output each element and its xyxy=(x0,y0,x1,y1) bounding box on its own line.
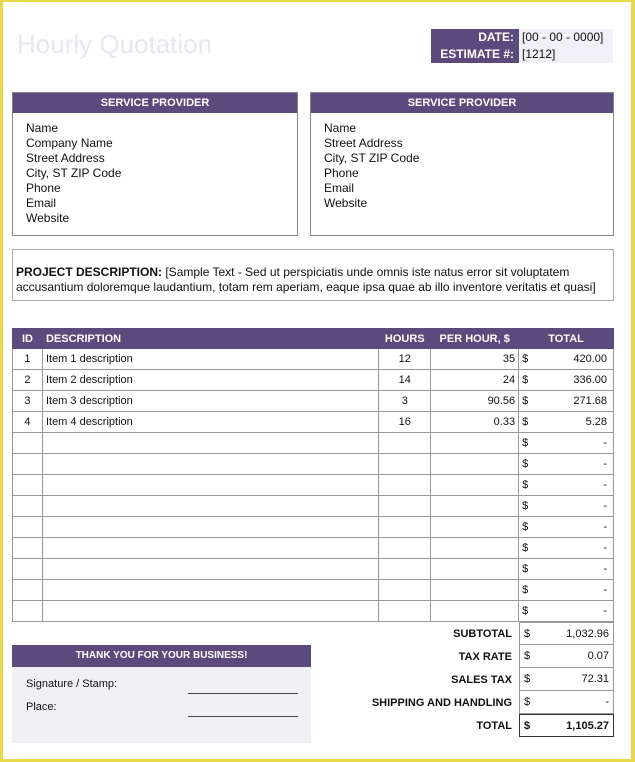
item-total xyxy=(519,391,614,412)
item-total-wrap xyxy=(522,521,610,533)
subtotal-value xyxy=(519,622,614,645)
currency-symbol: $ xyxy=(522,374,529,386)
item-rate[interactable] xyxy=(431,580,519,601)
item-id[interactable] xyxy=(13,517,43,538)
provider-line: Website xyxy=(26,211,70,225)
item-total-wrap xyxy=(522,479,610,491)
shipping-handling-row xyxy=(363,691,614,714)
item-rate[interactable] xyxy=(431,517,519,538)
item-total xyxy=(519,580,614,601)
sales-tax-amount: 72.31 xyxy=(581,673,609,685)
tax-rate-value[interactable] xyxy=(519,645,614,668)
currency-symbol: $ xyxy=(522,353,529,365)
table-row[interactable] xyxy=(13,496,614,517)
item-total-value: - xyxy=(603,458,607,470)
service-provider-left-details[interactable] xyxy=(13,113,297,226)
currency-symbol: $ xyxy=(522,500,529,512)
item-id[interactable] xyxy=(13,496,43,517)
currency-symbol: $ xyxy=(522,479,529,491)
items-table xyxy=(12,328,614,622)
item-total-value: - xyxy=(603,500,607,512)
table-row[interactable] xyxy=(13,580,614,601)
item-rate[interactable]: 35 xyxy=(431,349,519,370)
item-rate[interactable] xyxy=(431,454,519,475)
currency-symbol: $ xyxy=(524,627,531,640)
currency-symbol: $ xyxy=(522,584,529,596)
item-id[interactable] xyxy=(13,454,43,475)
item-total-value: - xyxy=(603,605,607,617)
item-total-wrap xyxy=(522,437,610,449)
table-row[interactable] xyxy=(13,475,614,496)
signature-label: Signature / Stamp: xyxy=(26,678,118,690)
date-label: DATE: xyxy=(431,29,519,46)
table-row[interactable] xyxy=(13,391,614,412)
item-total xyxy=(519,496,614,517)
item-hours[interactable] xyxy=(379,559,431,580)
item-description[interactable]: Item 2 description xyxy=(42,370,378,391)
item-hours[interactable]: 14 xyxy=(379,370,431,391)
item-total-value: - xyxy=(603,563,607,575)
service-provider-left xyxy=(12,92,298,236)
item-total-value: 420.00 xyxy=(573,353,607,365)
item-id[interactable] xyxy=(13,538,43,559)
item-hours[interactable] xyxy=(379,496,431,517)
thank-you-block xyxy=(12,645,311,743)
item-total-wrap xyxy=(522,500,610,512)
col-per-hour-header: PER HOUR, $ xyxy=(431,329,519,349)
item-description[interactable] xyxy=(42,559,378,580)
item-total-value: - xyxy=(603,584,607,596)
item-total-wrap xyxy=(522,563,610,575)
total-row xyxy=(363,714,614,737)
thank-you-heading: THANK YOU FOR YOUR BUSINESS! xyxy=(12,645,311,667)
item-description[interactable] xyxy=(42,517,378,538)
quotation-page xyxy=(3,2,631,759)
shipping-handling-label: SHIPPING AND HANDLING xyxy=(371,696,512,709)
item-total xyxy=(519,538,614,559)
currency-symbol: $ xyxy=(524,696,531,708)
shipping-handling-amount: - xyxy=(605,696,609,708)
item-hours[interactable]: 16 xyxy=(379,412,431,433)
item-description[interactable] xyxy=(42,538,378,559)
item-total xyxy=(519,412,614,433)
item-total-value: 5.28 xyxy=(585,416,607,428)
item-id[interactable]: 2 xyxy=(13,370,43,391)
total-value xyxy=(519,714,614,737)
col-id-header: ID xyxy=(13,329,43,349)
item-hours[interactable]: 12 xyxy=(379,349,431,370)
currency-symbol: $ xyxy=(522,563,529,575)
item-rate[interactable] xyxy=(431,601,519,622)
item-hours[interactable] xyxy=(379,433,431,454)
date-row xyxy=(431,29,613,46)
item-total-wrap xyxy=(522,542,610,554)
currency-symbol: $ xyxy=(524,719,531,732)
item-total-value: - xyxy=(603,437,607,449)
item-description[interactable] xyxy=(42,601,378,622)
service-provider-left-heading: SERVICE PROVIDER xyxy=(13,93,297,113)
item-total xyxy=(519,349,614,370)
item-hours[interactable] xyxy=(379,538,431,559)
item-id[interactable]: 4 xyxy=(13,412,43,433)
provider-line: Street Address xyxy=(26,151,105,165)
summary-block xyxy=(363,622,614,737)
currency-symbol: $ xyxy=(524,650,531,662)
signature-line[interactable] xyxy=(188,693,298,694)
page-title: Hourly Quotation xyxy=(17,29,213,59)
project-description-text: [Sample Text - Sed ut perspiciatis unde omnis iste natus error sit voluptatem accusantium doloremque laudantium, totam rem aperiam, eaque ipsa quae ab illo inventore veritatis et quasi] xyxy=(16,265,596,294)
item-hours[interactable]: 3 xyxy=(379,391,431,412)
table-row[interactable] xyxy=(13,538,614,559)
subtotal-row xyxy=(363,622,614,645)
col-total-header: TOTAL xyxy=(519,329,614,349)
provider-line: Email xyxy=(324,181,355,195)
item-rate[interactable] xyxy=(431,559,519,580)
meta-block xyxy=(431,29,613,63)
item-description[interactable]: Item 4 description xyxy=(42,412,378,433)
item-rate[interactable] xyxy=(431,475,519,496)
estimate-label: ESTIMATE #: xyxy=(431,46,519,63)
item-total xyxy=(519,559,614,580)
provider-line: Website xyxy=(324,196,368,210)
item-total xyxy=(519,433,614,454)
place-row xyxy=(12,695,311,718)
item-hours[interactable] xyxy=(379,601,431,622)
item-total-value: - xyxy=(603,542,607,554)
table-row[interactable] xyxy=(13,601,614,622)
signature-row xyxy=(12,672,311,695)
table-row[interactable] xyxy=(13,349,614,370)
shipping-handling-value[interactable] xyxy=(519,691,614,714)
item-rate[interactable] xyxy=(431,496,519,517)
item-rate[interactable]: 24 xyxy=(431,370,519,391)
provider-line: Street Address xyxy=(324,136,403,150)
item-rate[interactable] xyxy=(431,433,519,454)
item-total-wrap xyxy=(522,584,610,596)
item-total xyxy=(519,517,614,538)
date-value[interactable]: [00 - 00 - 0000] xyxy=(519,29,613,46)
project-description[interactable] xyxy=(12,249,614,301)
currency-symbol: $ xyxy=(522,458,529,470)
currency-symbol: $ xyxy=(524,673,531,685)
col-hours-header: HOURS xyxy=(379,329,431,349)
table-row[interactable] xyxy=(13,412,614,433)
item-hours[interactable] xyxy=(379,454,431,475)
currency-symbol: $ xyxy=(522,542,529,554)
item-total-value: - xyxy=(603,479,607,491)
item-total-value: - xyxy=(603,521,607,533)
table-row[interactable] xyxy=(13,370,614,391)
item-id[interactable] xyxy=(13,601,43,622)
tax-rate-amount: 0.07 xyxy=(587,650,609,662)
sales-tax-value xyxy=(519,668,614,691)
place-label: Place: xyxy=(26,701,57,713)
item-total-value: 271.68 xyxy=(573,395,607,407)
provider-line: Name xyxy=(26,121,59,135)
item-total xyxy=(519,454,614,475)
item-description[interactable] xyxy=(42,496,378,517)
currency-symbol: $ xyxy=(522,395,529,407)
item-description[interactable]: Item 3 description xyxy=(42,391,378,412)
currency-symbol: $ xyxy=(522,521,529,533)
item-rate[interactable]: 0.33 xyxy=(431,412,519,433)
item-hours[interactable] xyxy=(379,475,431,496)
place-line[interactable] xyxy=(188,716,298,717)
col-description-header: DESCRIPTION xyxy=(42,329,378,349)
item-description[interactable] xyxy=(42,433,378,454)
item-total xyxy=(519,370,614,391)
item-hours[interactable] xyxy=(379,517,431,538)
currency-symbol: $ xyxy=(522,605,529,617)
item-total-wrap xyxy=(522,416,610,428)
total-label: TOTAL xyxy=(476,719,512,732)
project-description-label: PROJECT DESCRIPTION: xyxy=(16,265,163,279)
table-row[interactable] xyxy=(13,454,614,475)
item-id[interactable] xyxy=(13,559,43,580)
estimate-row xyxy=(431,46,613,63)
provider-line: City, ST ZIP Code xyxy=(26,166,122,180)
provider-line: Email xyxy=(26,196,57,210)
item-id[interactable]: 3 xyxy=(13,391,43,412)
item-total-wrap xyxy=(522,458,610,470)
item-id[interactable] xyxy=(13,433,43,454)
item-rate[interactable]: 90.56 xyxy=(431,391,519,412)
item-total-wrap xyxy=(522,395,610,407)
service-provider-right-heading: SERVICE PROVIDER xyxy=(311,93,613,113)
provider-line: Company Name xyxy=(26,136,113,150)
service-provider-right-details[interactable] xyxy=(311,113,613,211)
tax-rate-label: TAX RATE xyxy=(458,650,512,663)
subtotal-amount: 1,032.96 xyxy=(566,627,609,640)
item-rate[interactable] xyxy=(431,538,519,559)
table-row[interactable] xyxy=(13,559,614,580)
table-row[interactable] xyxy=(13,517,614,538)
sales-tax-row xyxy=(363,668,614,691)
service-provider-right xyxy=(310,92,614,236)
item-total-value: 336.00 xyxy=(573,374,607,386)
item-total xyxy=(519,601,614,622)
item-description[interactable] xyxy=(42,475,378,496)
item-id[interactable]: 1 xyxy=(13,349,43,370)
provider-line: Phone xyxy=(324,166,359,180)
currency-symbol: $ xyxy=(522,416,529,428)
item-total xyxy=(519,475,614,496)
currency-symbol: $ xyxy=(522,437,529,449)
item-total-wrap xyxy=(522,353,610,365)
total-amount: 1,105.27 xyxy=(566,719,609,732)
subtotal-label: SUBTOTAL xyxy=(453,627,512,640)
table-row[interactable] xyxy=(13,433,614,454)
provider-line: Phone xyxy=(26,181,61,195)
item-id[interactable] xyxy=(13,475,43,496)
estimate-value[interactable]: [1212] xyxy=(519,46,613,63)
sales-tax-label: SALES TAX xyxy=(451,673,512,686)
item-total-wrap xyxy=(522,374,610,386)
provider-line: City, ST ZIP Code xyxy=(324,151,420,165)
item-description[interactable] xyxy=(42,454,378,475)
item-total-wrap xyxy=(522,605,610,617)
item-hours[interactable] xyxy=(379,580,431,601)
item-description[interactable]: Item 1 description xyxy=(42,349,378,370)
items-table-header xyxy=(13,329,614,349)
provider-line: Name xyxy=(324,121,357,135)
item-description[interactable] xyxy=(42,580,378,601)
tax-rate-row xyxy=(363,645,614,668)
item-id[interactable] xyxy=(13,580,43,601)
